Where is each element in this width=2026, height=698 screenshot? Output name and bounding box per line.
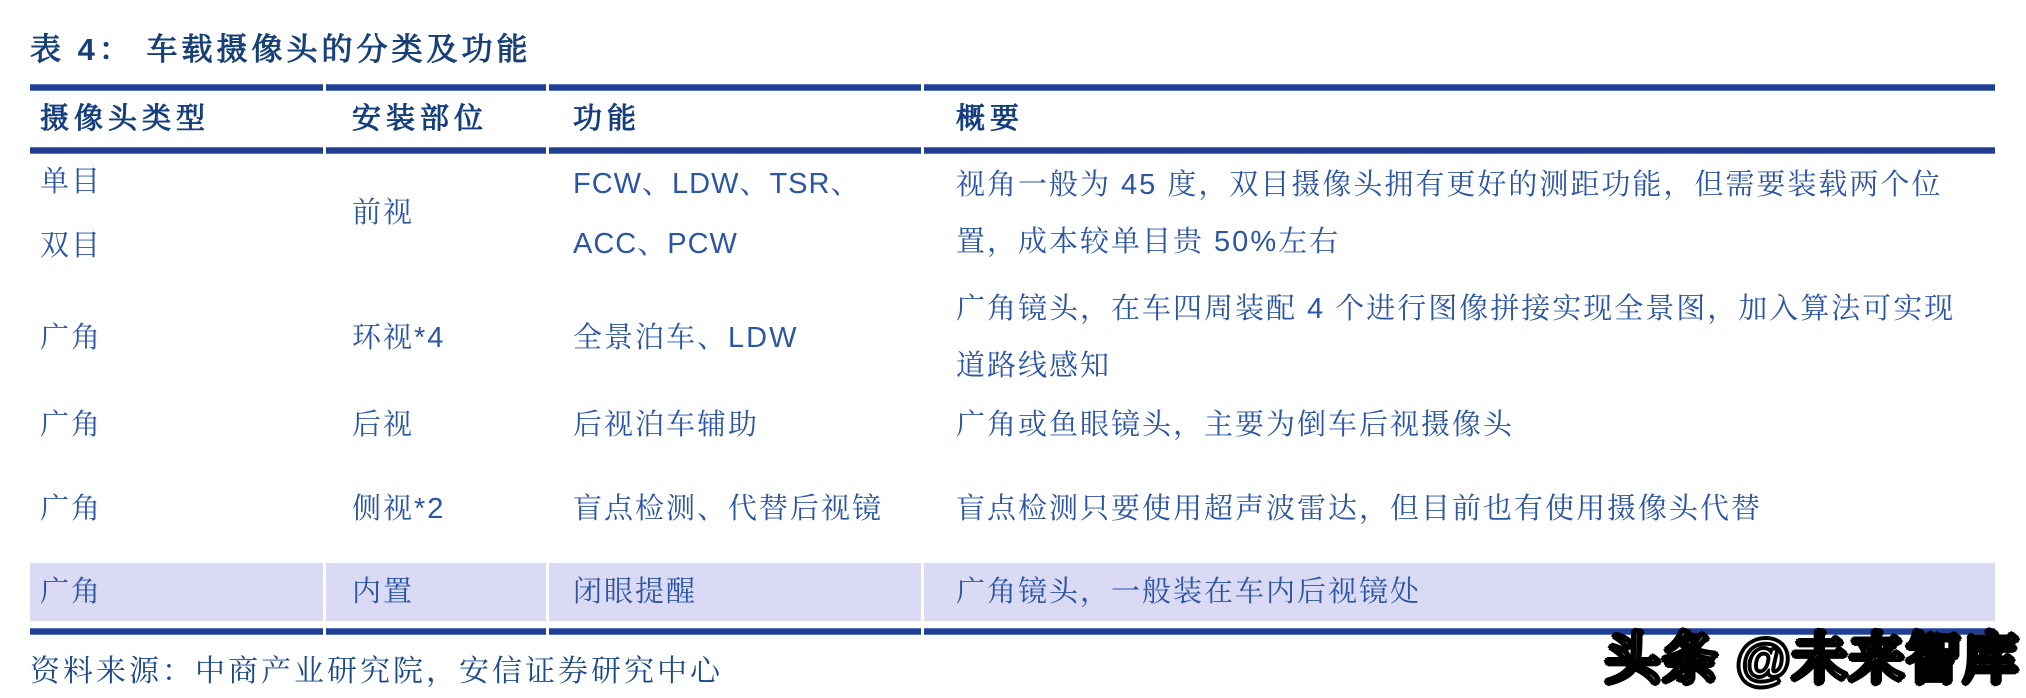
rule-segment: [549, 84, 921, 91]
rule-segment: [924, 147, 1995, 154]
cell-camera-type: 广角: [30, 563, 323, 621]
rule-segment: [549, 628, 921, 635]
rule-segment: [924, 84, 1995, 91]
cell-camera-type: 广角: [40, 409, 103, 441]
cell-mount-position: 前视: [352, 197, 415, 229]
camera-type-line: 双目: [40, 229, 103, 262]
camera-type-line: 单目: [40, 165, 103, 198]
cell-function: 闭眼提醒: [549, 563, 921, 621]
table-row: [30, 455, 1995, 563]
cell-mount-position: 后视: [352, 409, 415, 441]
column-header-function: 功能: [573, 103, 642, 135]
cell-function: 后视泊车辅助: [573, 409, 760, 441]
cell-mount-position: 内置: [326, 563, 546, 621]
cell-mount-position: 环视*4: [352, 321, 446, 354]
cell-summary: 视角一般为 45 度，双目摄像头拥有更好的测距功能，但需要装载两个位置，成本较单目贵 50%左右: [956, 168, 1943, 258]
cell-camera-type: 广角: [40, 321, 103, 354]
cell-function: FCW、LDW、TSR、ACC、PCW: [573, 167, 861, 260]
cell-summary: 广角或鱼眼镜头，主要为倒车后视摄像头: [956, 409, 1515, 441]
rule-segment: [30, 628, 323, 635]
table-title: 表 4： 车载摄像头的分类及功能: [30, 32, 532, 67]
cell-summary: 广角镜头，一般装在车内后视镜处: [924, 563, 1995, 621]
column-header-camera-type: 摄像头类型: [40, 103, 211, 135]
rule-segment: [30, 147, 323, 154]
cell-summary: 盲点检测只要使用超声波雷达，但目前也有使用摄像头代替: [956, 492, 1763, 525]
header-bottom-rule: [30, 147, 1995, 154]
cell-camera-type: 广角: [40, 492, 103, 525]
rule-segment: [326, 628, 546, 635]
column-header-mount-position: 安装部位: [352, 103, 489, 135]
cell-function: 全景泊车、LDW: [573, 321, 799, 354]
rule-segment: [326, 147, 546, 154]
cell-mount-position: 侧视*2: [352, 492, 446, 525]
data-source-note: 资料来源：中商产业研究院，安信证券研究中心: [30, 655, 723, 688]
rule-segment: [30, 84, 323, 91]
rule-segment: [549, 147, 921, 154]
title-underline-rule: [30, 84, 1995, 91]
table-row-highlighted: [30, 563, 1995, 621]
toutiao-watermark: 头条 @未来智库: [1605, 628, 2020, 690]
camera-classification-table: [30, 91, 1995, 621]
cell-summary: 广角镜头，在车四周装配 4 个进行图像拼接实现全景图，加入算法可实现道路线感知: [956, 293, 1956, 382]
cell-function: 盲点检测、代替后视镜: [573, 493, 884, 525]
table-row: [30, 280, 1995, 396]
table-header-row: [30, 91, 1995, 147]
table-row: [30, 147, 1995, 280]
rule-segment: [326, 84, 546, 91]
column-header-summary: 概要: [956, 103, 1025, 135]
table-row: [30, 396, 1995, 455]
cell-camera-type: [30, 147, 323, 280]
